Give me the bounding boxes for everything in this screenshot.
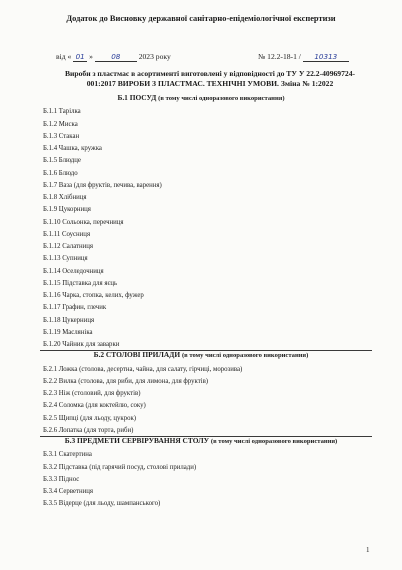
section-heading-note: (в тому числі одноразового використання) — [210, 438, 338, 445]
list-item — [0, 229, 402, 241]
list-item — [0, 278, 402, 290]
date-prefix: від « — [56, 52, 72, 61]
section-heading-text — [0, 435, 402, 448]
list-item-text: Б.2.6 Лопатка (для торта, риби) — [43, 426, 134, 434]
list-item — [0, 266, 402, 278]
list-item-text: Б.2.4 Соломка (для коктейлю, соку) — [43, 402, 146, 410]
list-item-text: Б.3.4 Серветниця — [43, 488, 94, 495]
list-item-text: Б.1.2 Миска — [43, 120, 78, 128]
date-month: 08 — [95, 53, 137, 62]
list-item — [0, 474, 402, 486]
section-heading-title: Б.3 ПРЕДМЕТИ СЕРВІРУВАННЯ СТОЛУ — [64, 436, 210, 445]
number-printed: № 12.2-18-1 / — [258, 52, 301, 61]
list-item — [0, 327, 402, 339]
list-item — [0, 168, 402, 180]
list-item-text: Б.1.14 Оселедочниця — [43, 267, 104, 275]
list-item — [0, 217, 402, 229]
section-heading-note: (в тому числі одноразового використання) — [181, 352, 309, 360]
list-item-text: Б.2.2 Вилка (столова, для риби, для лимона, для фруктів) — [43, 377, 209, 385]
list-item-text: Б.1.8 Хлібниця — [43, 194, 87, 201]
list-item — [0, 180, 402, 192]
section-heading — [0, 435, 402, 447]
list-item — [0, 364, 402, 376]
list-item — [0, 498, 402, 510]
list-item — [0, 388, 402, 400]
list-item-text: Б.1.6 Блюдо — [43, 169, 78, 177]
list-item-text: Б.1.5 Блюдце — [43, 157, 81, 165]
page-number: 1 — [366, 546, 370, 554]
list-item — [0, 315, 402, 327]
date-year: 2023 року — [138, 52, 171, 61]
list-item-text: Б.1.3 Стакан — [43, 132, 80, 140]
list-item — [0, 204, 402, 216]
list-item-text: Б.1.20 Чайник для заварки — [43, 341, 120, 348]
section-heading-text — [0, 349, 402, 362]
list-item — [0, 376, 402, 388]
list-item-text: Б.2.5 Щипці (для льоду, цукрок) — [43, 414, 137, 422]
list-item-text: Б.1.18 Цукерниця — [43, 316, 95, 324]
list-item-text: Б.3.3 Піднос — [43, 475, 80, 483]
list-item — [0, 241, 402, 253]
section-heading-note: (в тому числі одноразового використання) — [158, 95, 285, 102]
list-item-text: Б.1.9 Цукорниця — [43, 206, 91, 214]
list-item — [0, 400, 402, 412]
list-item-text: Б.3.2 Підставка (під гарячий посуд, столові прилади) — [43, 463, 197, 471]
list-item-text: Б.1.13 Супниця — [43, 255, 88, 263]
list-item-text: Б.2.1 Ложка (столова, десертна, чайна, для салату, гірчиці, морозива) — [43, 365, 243, 373]
list-item-text: Б.1.1 Тарілка — [43, 108, 81, 116]
list-item-text: Б.2.3 Ніж (столовий, для фруктів) — [43, 390, 141, 397]
list-item-text: Б.1.16 Чарка, стопка, келих, фужер — [43, 292, 144, 299]
list-item — [0, 131, 402, 143]
list-item — [0, 462, 402, 474]
list-item-text: Б.1.19 Масляніка — [43, 328, 93, 336]
list-item — [0, 253, 402, 265]
list-item-text: Б.3.5 Відерце (для льоду, шампанського) — [43, 500, 161, 508]
list-item — [0, 155, 402, 167]
date-mid: » — [89, 52, 93, 61]
list-item — [0, 106, 402, 118]
list-item — [0, 449, 402, 461]
list-item — [0, 486, 402, 498]
list-item-text: Б.3.1 Скатертина — [43, 451, 92, 459]
date-day: 01 — [73, 53, 87, 62]
section-heading-text — [0, 92, 402, 105]
section-heading — [0, 92, 402, 104]
list-item — [0, 302, 402, 314]
list-item-text: Б.1.15 Підставка для яєць — [43, 279, 118, 287]
document-title: Додаток до Висновку державної санітарно-епідеміологічної експертизи — [66, 14, 336, 23]
list-item — [0, 192, 402, 204]
number-handwritten: 10313 — [303, 53, 349, 62]
section-heading — [0, 349, 402, 361]
list-item — [0, 413, 402, 425]
section-heading-title: Б.1 ПОСУД — [117, 93, 157, 102]
list-item-text: Б.1.12 Салатниця — [43, 243, 94, 250]
list-item — [0, 119, 402, 131]
list-item-text: Б.1.11 Соусниця — [43, 230, 91, 238]
list-item-text: Б.1.10 Сольонка, перечниця — [43, 218, 124, 226]
list-item-text: Б.1.17 Графин, глечик — [43, 304, 107, 312]
list-item — [0, 290, 402, 302]
list-item — [0, 143, 402, 155]
section-heading-title: Б.2 СТОЛОВІ ПРИЛАДИ — [93, 350, 181, 360]
document-subtitle: Вироби з пластмас в асортименті виготовлені у відповідності до ТУ У 22.2-40969724-001:2017 ВИРОБИ З ПЛАСТМАС. ТЕХНІЧНІ УМОВИ. Зміна № 1:2022 — [64, 69, 356, 88]
list-item-text: Б.1.4 Чашка, кружка — [43, 145, 102, 152]
list-item-text: Б.1.7 Ваза (для фруктів, печива, варення) — [43, 181, 162, 189]
